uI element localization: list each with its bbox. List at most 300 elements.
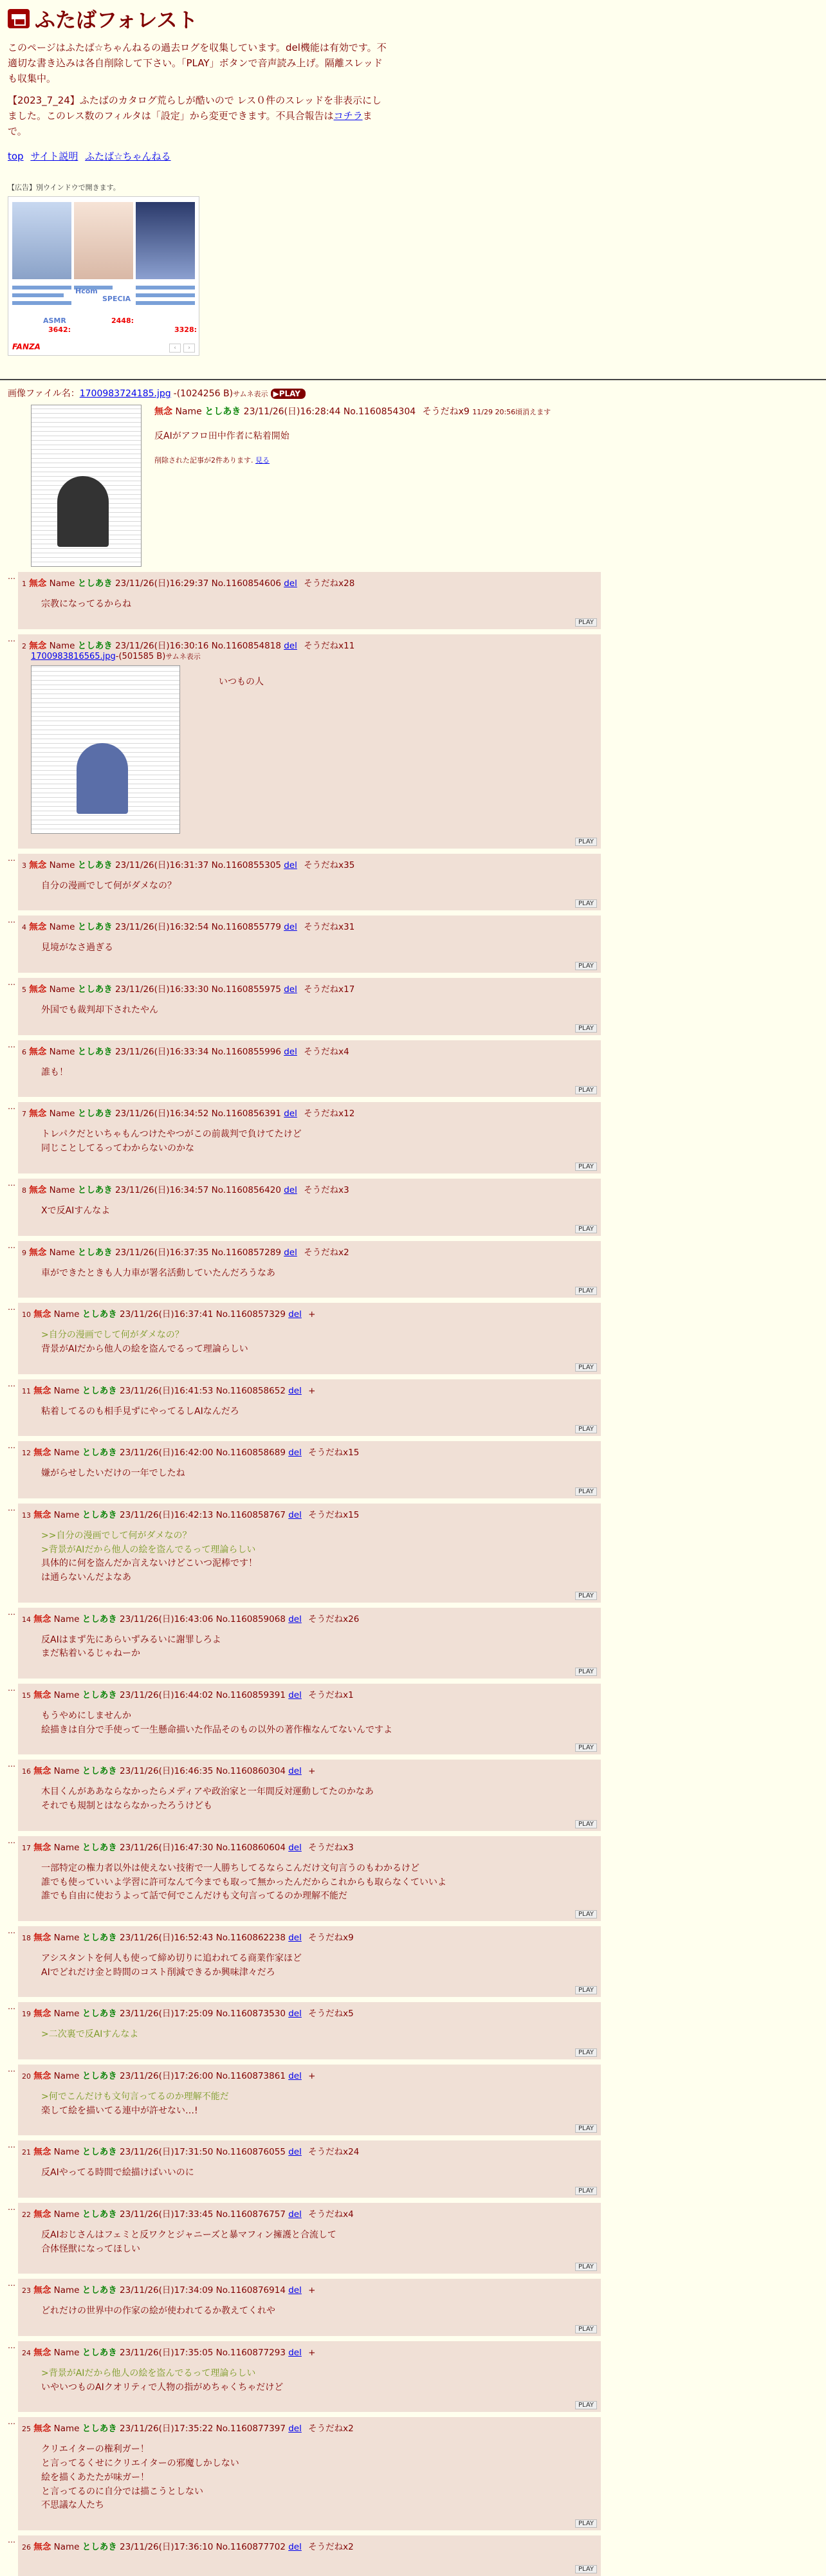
- play-button[interactable]: PLAY: [575, 899, 597, 908]
- del-link[interactable]: del: [288, 1932, 302, 1943]
- reply-box: [18, 2140, 601, 2198]
- reply-text: [41, 598, 597, 612]
- play-button[interactable]: PLAY: [575, 1363, 597, 1372]
- reply: [8, 1684, 818, 1754]
- play-button[interactable]: PLAY: [575, 2187, 597, 2195]
- reply-play: [22, 2321, 597, 2333]
- reply-line: それでも規制とはならなかったろうけども: [41, 1801, 212, 1812]
- reply-number: 20: [22, 2072, 31, 2081]
- del-link[interactable]: del: [284, 860, 297, 870]
- op-expire: 11/29 20:56頃消えます: [472, 408, 551, 416]
- reply-play: [22, 1421, 597, 1433]
- reply-dots: …: [8, 1178, 15, 1188]
- ad-next-icon[interactable]: ›: [183, 344, 195, 353]
- reply-name: としあき: [82, 1509, 117, 1520]
- play-button[interactable]: PLAY: [575, 2124, 597, 2133]
- reply-name-label: Name: [49, 922, 75, 933]
- reply-datetime: 23/11/26(日)16:29:37: [115, 578, 209, 589]
- reply-line: アシスタントを何人も使って締め切りに追われてる商業作家ほど: [41, 1953, 302, 1964]
- play-button[interactable]: PLAY: [575, 838, 597, 846]
- reply-datetime: 23/11/26(日)17:34:09: [120, 2285, 214, 2296]
- reply-no: No.1160858652: [216, 1385, 286, 1396]
- reply-datetime: 23/11/26(日)16:37:35: [115, 1247, 209, 1258]
- reply-line: >>自分の漫画でして何がダメなの？: [41, 1530, 192, 1541]
- ad-label: 【広告】別ウインドウで開きます。: [8, 183, 120, 192]
- reply-line: まだ粘着いるじゃねーか: [41, 1648, 140, 1659]
- reply-sodane[interactable]: そうだねx9: [308, 1932, 354, 1943]
- reply-subject: 無念: [29, 984, 47, 995]
- play-button[interactable]: PLAY: [575, 618, 597, 627]
- ad-cover-1[interactable]: [12, 202, 71, 279]
- reply-datetime: 23/11/26(日)16:31:37: [115, 860, 209, 870]
- reply-box: [18, 1379, 601, 1437]
- play-button[interactable]: PLAY: [575, 1024, 597, 1033]
- reply-play: [22, 614, 597, 627]
- reply: [8, 1504, 818, 1603]
- reply-image[interactable]: [31, 665, 180, 834]
- reply-subject: 無念: [33, 2424, 51, 2434]
- reply-sodane[interactable]: そうだねx3: [304, 1184, 349, 1195]
- reply-sodane[interactable]: そうだねx12: [304, 1109, 355, 1119]
- del-link[interactable]: del: [288, 1448, 302, 1458]
- reply-box: [18, 1926, 601, 1997]
- reply-dots: …: [8, 1102, 15, 1112]
- play-button[interactable]: PLAY: [575, 1910, 597, 1918]
- play-button[interactable]: PLAY: [575, 1287, 597, 1295]
- play-button[interactable]: PLAY: [575, 1986, 597, 1994]
- reply-subject: 無念: [33, 2285, 51, 2296]
- reply-no: No.1160858689: [216, 1448, 286, 1458]
- reply-text: [41, 2090, 597, 2118]
- reply-no: No.1160856420: [211, 1184, 281, 1195]
- reply-name: としあき: [82, 1614, 117, 1624]
- reply-header: [22, 1445, 597, 1458]
- op-subject: 無念: [154, 407, 172, 417]
- intro-paragraph-1: このページはふたば☆ちゃんねるの過去ログを収集しています。del機能は有効です。不適切な書き込みは各自削除して下さい。「PLAY」ボタンで音声読み上げ。隔離スレッドも収集中。: [8, 42, 387, 84]
- play-button[interactable]: PLAY: [575, 1668, 597, 1676]
- reply-sodane[interactable]: そうだねx26: [308, 1614, 360, 1624]
- reply-datetime: 23/11/26(日)16:41:53: [120, 1385, 214, 1396]
- reply-number: 16: [22, 1767, 31, 1776]
- reply-subject: 無念: [33, 1509, 51, 1520]
- reply-name: としあき: [82, 1448, 117, 1458]
- reply-text: [41, 1529, 597, 1585]
- reply-name: としあき: [82, 2285, 117, 2296]
- reply-name-label: Name: [49, 1046, 75, 1057]
- reply: [8, 2203, 818, 2274]
- play-button[interactable]: PLAY: [575, 1163, 597, 1171]
- reply-subject: 無念: [33, 1448, 51, 1458]
- play-button[interactable]: PLAY: [575, 2325, 597, 2333]
- reply-box: [18, 2417, 601, 2530]
- ad-cover-3[interactable]: [136, 202, 195, 279]
- reply-no: No.1160876914: [216, 2285, 286, 2296]
- reply-play: [22, 1816, 597, 1828]
- sodane-plus[interactable]: +: [308, 1309, 316, 1320]
- ad-cover-2[interactable]: [74, 202, 133, 279]
- reply-name-label: Name: [49, 1247, 75, 1258]
- reply-header: [22, 1612, 597, 1624]
- reply-line: と言ってるくせにクリエイターの邪魔しかしない: [41, 2458, 239, 2469]
- del-link[interactable]: del: [284, 1184, 297, 1195]
- ad-brand: FANZA: [12, 342, 41, 351]
- reply-box: [18, 915, 601, 973]
- reply-dots: …: [8, 1926, 15, 1935]
- reply-line: 同じことしてるってわからないのかな: [41, 1143, 194, 1154]
- del-link[interactable]: del: [284, 1046, 297, 1057]
- reply-play: [22, 1906, 597, 1918]
- reply-play: [22, 896, 597, 908]
- divider: [0, 379, 826, 380]
- reply-dots: …: [8, 1379, 15, 1388]
- reply-file-bar: [31, 651, 597, 661]
- reply-sodane[interactable]: そうだねx4: [304, 1046, 349, 1057]
- reply-number: 17: [22, 1843, 31, 1852]
- del-link[interactable]: del: [284, 922, 297, 933]
- del-link[interactable]: del: [288, 1309, 302, 1320]
- reply-name: としあき: [82, 1385, 117, 1396]
- deleted-view-link[interactable]: 見る: [255, 456, 270, 465]
- reply: [8, 2535, 818, 2576]
- op-play-button[interactable]: ▶PLAY: [271, 389, 306, 399]
- reply-no: No.1160855305: [211, 860, 281, 870]
- reply-line: 嫌がらせしたいだけの一年でしたね: [41, 1468, 185, 1479]
- reply-line: 具体的に何を盗んだか言えないけどこいつ泥棒です！: [41, 1558, 257, 1569]
- reply-text: [41, 1004, 597, 1018]
- reply-no: No.1160857329: [216, 1309, 286, 1320]
- reply-no: No.1160856391: [211, 1109, 281, 1119]
- reply-no: No.1160858767: [216, 1509, 286, 1520]
- reply-header: [22, 2006, 597, 2019]
- reply-header: [22, 1044, 597, 1057]
- reply-name: としあき: [82, 2209, 117, 2220]
- del-link[interactable]: del: [284, 1109, 297, 1119]
- reply-no: No.1160859068: [216, 1614, 286, 1624]
- reply-subject: 無念: [29, 860, 47, 870]
- ad-banner[interactable]: [8, 196, 199, 356]
- del-link[interactable]: del: [288, 2070, 302, 2081]
- reply-file-link[interactable]: 1700983816565.jpg: [31, 651, 116, 661]
- reply-name-label: Name: [53, 1766, 80, 1777]
- reply-datetime: 23/11/26(日)17:33:45: [120, 2209, 214, 2220]
- reply-sodane[interactable]: そうだねx24: [308, 2147, 360, 2158]
- reply-no: No.1160876757: [216, 2209, 286, 2220]
- reply: [8, 1760, 818, 1830]
- reply-sodane[interactable]: そうだねx2: [308, 2541, 354, 2552]
- reply-name-label: Name: [49, 984, 75, 995]
- reply-no: No.1160859391: [216, 1690, 286, 1701]
- reply-number: 9: [22, 1248, 26, 1257]
- reply-line: >二次裏で反AIすんなよ: [41, 2029, 139, 2040]
- reply-name-label: Name: [53, 1509, 80, 1520]
- reply-play: [22, 1664, 597, 1676]
- del-link[interactable]: del: [288, 1842, 302, 1853]
- reply-sodane[interactable]: そうだねx35: [304, 860, 355, 870]
- reply-header: [22, 2421, 597, 2434]
- ad-price-3: 3328:: [174, 326, 197, 334]
- reply-name-label: Name: [49, 640, 75, 651]
- reply-name-label: Name: [49, 1184, 75, 1195]
- reply-number: 26: [22, 2543, 31, 2552]
- reply-name: としあき: [77, 640, 113, 651]
- reply-datetime: 23/11/26(日)16:32:54: [115, 922, 209, 933]
- op-sodane[interactable]: そうだねx9: [422, 407, 470, 417]
- reply-datetime: 23/11/26(日)17:25:09: [120, 2009, 214, 2019]
- reply-dots: …: [8, 2417, 15, 2427]
- reply-subject: 無念: [29, 1109, 47, 1119]
- site-header: [8, 4, 818, 33]
- reply-number: 2: [22, 641, 26, 650]
- reply-number: 22: [22, 2211, 31, 2219]
- reply-box: [18, 978, 601, 1035]
- ad-prev-icon[interactable]: ‹: [169, 344, 181, 353]
- op-deleted-note: [154, 455, 818, 465]
- reply-name: としあき: [82, 1932, 117, 1943]
- play-button[interactable]: PLAY: [575, 1743, 597, 1752]
- reply-dots: …: [8, 915, 15, 925]
- reply-sodane[interactable]: そうだねx15: [308, 1448, 360, 1458]
- reply-line: 一部特定の権力者以外は使えない技術で一人勝ちしてるならこんだけ文句言うのもわかるけど: [41, 1863, 419, 1873]
- reply-header: [22, 1507, 597, 1520]
- reply-header: [22, 1383, 597, 1396]
- reply: [8, 2140, 818, 2198]
- reply-line: は通らないんだよなあ: [41, 1572, 131, 1583]
- del-link[interactable]: del: [288, 2348, 302, 2359]
- reply: [8, 2417, 818, 2530]
- reply-box: [18, 1303, 601, 1374]
- reply-header: [22, 1106, 597, 1119]
- intro: [8, 40, 818, 139]
- reply-name-label: Name: [53, 2285, 80, 2296]
- sodane-plus[interactable]: +: [308, 2070, 316, 2081]
- reply-sodane[interactable]: そうだねx31: [304, 922, 355, 933]
- ad-brand2: Hcom: [75, 287, 98, 295]
- reply-text: [41, 1128, 597, 1155]
- op-file-link[interactable]: 1700983724185.jpg: [79, 389, 171, 399]
- reply-sodane[interactable]: そうだねx3: [308, 1842, 354, 1853]
- report-link[interactable]: コチラ: [333, 110, 363, 122]
- reply-number: 6: [22, 1047, 26, 1056]
- play-button[interactable]: PLAY: [575, 1425, 597, 1433]
- reply-number: 3: [22, 861, 26, 870]
- reply: [8, 1926, 818, 1997]
- reply-subject: 無念: [33, 2541, 51, 2552]
- reply-sodane[interactable]: そうだねx11: [304, 640, 355, 651]
- del-link[interactable]: del: [288, 2424, 302, 2434]
- del-link[interactable]: del: [284, 984, 297, 995]
- reply-play: [22, 2045, 597, 2057]
- reply-dots: …: [8, 2341, 15, 2351]
- reply-play: [22, 1588, 597, 1600]
- reply-sodane[interactable]: そうだねx2: [308, 2424, 354, 2434]
- futaba-link[interactable]: ふたば☆ちゃんねる: [85, 151, 171, 162]
- reply-dots: …: [8, 1503, 15, 1513]
- reply-subject: 無念: [29, 1184, 47, 1195]
- reply-header: [22, 1840, 597, 1853]
- reply-sodane[interactable]: そうだねx1: [308, 1690, 354, 1701]
- reply-text: [41, 1204, 597, 1219]
- reply-sodane[interactable]: そうだねx5: [308, 2009, 354, 2019]
- reply-dots: …: [8, 853, 15, 863]
- reply-sodane[interactable]: そうだねx17: [304, 984, 355, 995]
- file-label: 画像ファイル名：: [8, 389, 80, 399]
- site-help-link[interactable]: サイト説明: [30, 151, 78, 162]
- reply-no: No.1160855975: [211, 984, 281, 995]
- reply-name: としあき: [77, 1109, 113, 1119]
- reply-line: 見境がなさ過ぎる: [41, 943, 113, 953]
- reply-name: としあき: [82, 1690, 117, 1701]
- reply-no: No.1160862238: [216, 1932, 286, 1943]
- reply-play: [22, 2121, 597, 2133]
- reply-name-label: Name: [53, 1614, 80, 1624]
- reply-number: 15: [22, 1691, 31, 1700]
- play-button[interactable]: PLAY: [575, 1592, 597, 1600]
- reply-sodane[interactable]: そうだねx4: [308, 2209, 354, 2220]
- reply-text: [41, 879, 597, 894]
- reply-play: [22, 2516, 597, 2528]
- del-link[interactable]: del: [288, 1614, 302, 1624]
- del-link[interactable]: del: [288, 2541, 302, 2552]
- reply-play: [22, 2397, 597, 2409]
- reply-image-row: [31, 665, 597, 834]
- reply-play: [22, 1359, 597, 1372]
- reply-header: [22, 1763, 597, 1776]
- reply-name-label: Name: [49, 1109, 75, 1119]
- del-link[interactable]: del: [284, 578, 297, 589]
- del-link[interactable]: del: [288, 2009, 302, 2019]
- reply-box: [18, 2535, 601, 2576]
- reply-no: No.1160855996: [211, 1046, 281, 1057]
- play-button[interactable]: PLAY: [575, 2263, 597, 2271]
- del-link[interactable]: del: [284, 640, 297, 651]
- reply-box: [18, 854, 601, 911]
- play-button[interactable]: PLAY: [575, 962, 597, 970]
- op-image[interactable]: [31, 405, 142, 567]
- sodane-plus[interactable]: +: [308, 1385, 316, 1396]
- reply-box: [18, 2279, 601, 2336]
- sodane-plus[interactable]: +: [308, 2348, 316, 2359]
- reply-text: [41, 2229, 597, 2256]
- reply-line: 車ができたときも人力車が署名活動していたんだろうなあ: [41, 1267, 275, 1278]
- reply-sodane[interactable]: そうだねx15: [308, 1509, 360, 1520]
- reply-number: 11: [22, 1386, 31, 1395]
- reply-box: [18, 2341, 601, 2412]
- reply-subject: 無念: [29, 1046, 47, 1057]
- reply: [8, 915, 818, 973]
- reply-name: としあき: [77, 578, 113, 589]
- reply-number: 7: [22, 1110, 26, 1119]
- play-button[interactable]: PLAY: [575, 1487, 597, 1496]
- reply-dots: …: [8, 1240, 15, 1250]
- reply-sodane[interactable]: そうだねx28: [304, 578, 355, 589]
- reply-box: [18, 1102, 601, 1173]
- reply-name-label: Name: [53, 1932, 80, 1943]
- reply-dots: …: [8, 2140, 15, 2150]
- reply-text: [41, 2305, 597, 2319]
- reply-name-label: Name: [53, 2009, 80, 2019]
- del-link[interactable]: del: [288, 1690, 302, 1701]
- reply-play: [22, 2259, 597, 2271]
- reply-line: 絵描きは自分で手使って一生懸命描いた作品そのもの以外の著作権なんてないんですよ: [41, 1724, 392, 1735]
- intro-text-end: まで。: [8, 110, 372, 137]
- reply-number: 21: [22, 2148, 31, 2157]
- reply-header: [22, 1688, 597, 1700]
- sodane-plus[interactable]: +: [308, 1766, 316, 1777]
- op-thumb-note[interactable]: サムネ表示: [233, 390, 268, 398]
- del-link[interactable]: del: [288, 2285, 302, 2296]
- reply-subject: 無念: [33, 2209, 51, 2220]
- sodane-plus[interactable]: +: [308, 2285, 316, 2296]
- reply-datetime: 23/11/26(日)16:34:52: [115, 1109, 209, 1119]
- reply-text: [41, 1862, 597, 1904]
- play-button[interactable]: PLAY: [575, 1086, 597, 1094]
- reply-thumb-note[interactable]: サムネ表示: [165, 652, 201, 661]
- del-link[interactable]: del: [288, 1509, 302, 1520]
- reply-subject: 無念: [33, 1614, 51, 1624]
- reply-line: >背景がAIだから他人の絵を盗んでるって理論らしい: [41, 1544, 256, 1555]
- del-link[interactable]: del: [288, 1385, 302, 1396]
- play-button[interactable]: PLAY: [575, 2519, 597, 2528]
- reply-play: [22, 1159, 597, 1171]
- reply-subject: 無念: [33, 1385, 51, 1396]
- play-button[interactable]: PLAY: [575, 1820, 597, 1828]
- reply-header: [22, 576, 597, 589]
- reply-number: 8: [22, 1186, 26, 1195]
- del-link[interactable]: del: [288, 1766, 302, 1777]
- reply-sodane[interactable]: そうだねx2: [304, 1247, 349, 1258]
- reply: [8, 1040, 818, 1098]
- del-link[interactable]: del: [288, 2147, 302, 2158]
- play-button[interactable]: PLAY: [575, 2048, 597, 2057]
- reply-datetime: 23/11/26(日)17:35:05: [120, 2348, 214, 2359]
- reply-header: [22, 1930, 597, 1943]
- reply-name-label: Name: [53, 1385, 80, 1396]
- op-header: [154, 405, 818, 418]
- reply-name: としあき: [82, 2541, 117, 2552]
- reply-name: としあき: [82, 1766, 117, 1777]
- reply-header: [22, 2345, 597, 2358]
- reply-dots: …: [8, 572, 15, 581]
- reply-dots: …: [8, 2002, 15, 2012]
- op-post: [8, 405, 818, 567]
- reply-dots: …: [8, 2279, 15, 2288]
- reply-name: としあき: [77, 984, 113, 995]
- top-link[interactable]: top: [8, 151, 24, 162]
- reply-name-label: Name: [53, 2070, 80, 2081]
- reply-header: [22, 1245, 597, 1258]
- play-button[interactable]: PLAY: [575, 1225, 597, 1233]
- reply-name: としあき: [77, 1184, 113, 1195]
- reply-dots: …: [8, 978, 15, 988]
- del-link[interactable]: del: [284, 1247, 297, 1258]
- reply-name-label: Name: [49, 578, 75, 589]
- reply-text: [219, 676, 264, 690]
- reply-number: 23: [22, 2286, 31, 2295]
- deleted-note-text: 削除された記事が2件あります.: [154, 456, 253, 465]
- play-button[interactable]: PLAY: [575, 2565, 597, 2573]
- reply-name-label: Name: [53, 2541, 80, 2552]
- del-link[interactable]: del: [288, 2209, 302, 2220]
- nav-links: [8, 149, 818, 163]
- op-body: [154, 405, 818, 567]
- reply: [8, 2341, 818, 2412]
- reply-line: 木目くんがああならなかったらメディアや政治家と一年間反対運動してたのかなあ: [41, 1787, 374, 1798]
- reply-no: No.1160876055: [216, 2147, 286, 2158]
- reply-number: 10: [22, 1311, 31, 1320]
- reply-name: としあき: [77, 1046, 113, 1057]
- reply-subject: 無念: [33, 1766, 51, 1777]
- play-button[interactable]: PLAY: [575, 2401, 597, 2409]
